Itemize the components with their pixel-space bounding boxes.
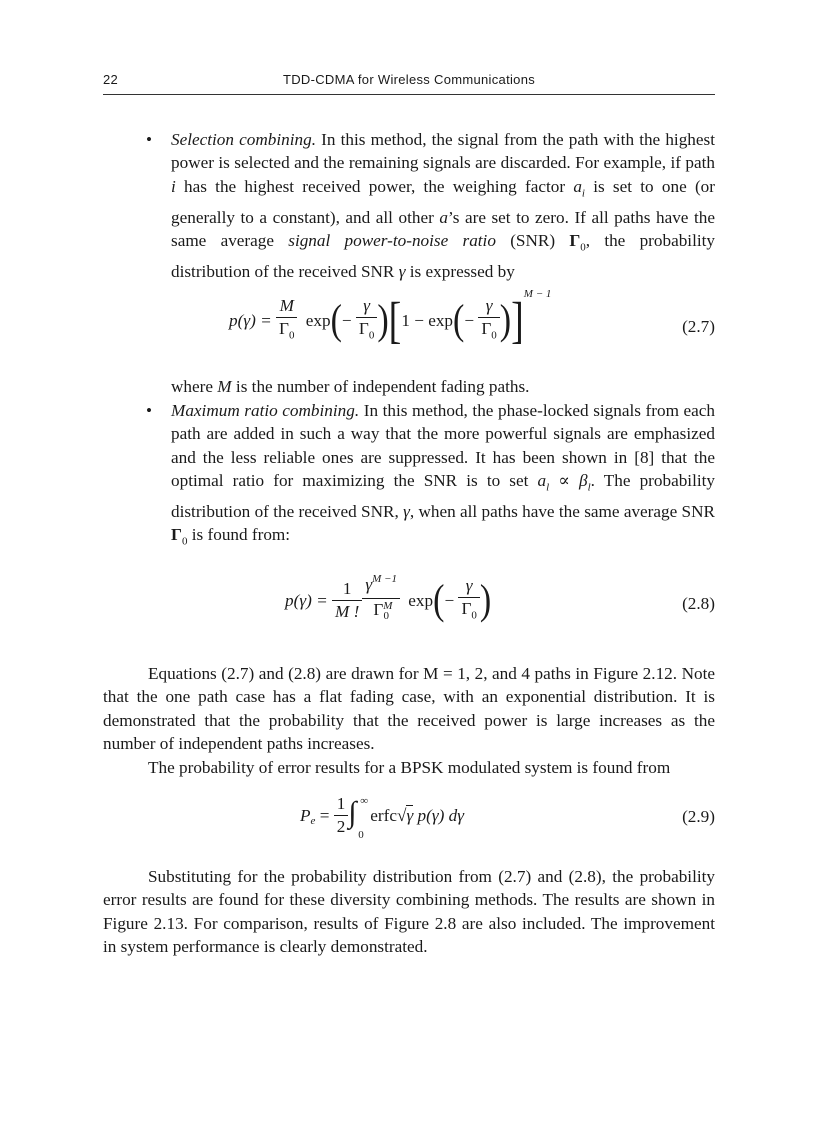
running-title: TDD-CDMA for Wireless Communications: [282, 72, 536, 87]
paragraph-substituting: Substituting for the probability distribution from (2.7) and (2.8), the probability error results are found for these diversity combining methods. The results are shown in Figure 2.13. For comparison, results of Figure 2.8 are also included. The improvement in system performance is clearly demonstrated.: [103, 867, 715, 957]
text: is expressed by: [405, 261, 515, 281]
bullet-text: [171, 399, 715, 554]
left-paren: (: [330, 297, 342, 344]
one-minus-exp: 1 − exp: [401, 311, 454, 331]
equation-body: [300, 793, 464, 841]
term-selection-combining: Selection combining.: [171, 130, 317, 149]
exp-label: exp: [305, 311, 331, 331]
equation-number: (2.7): [682, 317, 715, 337]
text: (SNR): [495, 231, 570, 251]
fraction-gamma-power: [362, 574, 400, 627]
var-beta: β: [579, 470, 588, 490]
gamma0-symbol: Γ: [171, 525, 182, 545]
right-paren: ): [377, 297, 389, 344]
equation-body: [285, 574, 491, 627]
sub-0: 0: [383, 610, 389, 623]
sub-0: 0: [491, 329, 497, 342]
exp-label: exp: [408, 591, 434, 611]
sub-e: e: [310, 814, 316, 827]
text: In this method, the phase-locked signals from each path are added in such a way that the more powerful signals are emphasized and the less reliable ones are suppressed. It has been shown in [8] that the optimal ratio for maximizing the SNR is to set: [171, 400, 715, 490]
integral-sign: ∫: [348, 795, 357, 829]
var-a: a: [439, 207, 448, 227]
gamma-symbol: γ: [363, 296, 371, 316]
var-a-sub: l: [546, 481, 550, 494]
sub-0: 0: [368, 329, 375, 342]
var-M: M: [217, 377, 232, 397]
equation-number: (2.8): [682, 594, 715, 614]
left-paren: (: [433, 577, 445, 624]
text: is set to one (or generally to a constant), and all other: [171, 176, 715, 227]
text: . The probability distribution of the received SNR,: [171, 470, 715, 521]
text: is found from:: [187, 525, 291, 545]
gamma-symbol: γ: [485, 296, 493, 316]
integral: [348, 794, 370, 841]
term-snr: signal power-to-noise ratio: [288, 231, 496, 251]
var-beta-sub: l: [587, 481, 591, 494]
equation-body: [229, 287, 552, 350]
fraction-one-half: [334, 793, 349, 838]
right-bracket: ]: [511, 292, 524, 350]
integral-upper: ∞: [360, 794, 369, 807]
erfc-label: erfc: [370, 805, 397, 825]
gamma0-sub: 0: [580, 241, 586, 254]
text: In this method, the signal from the path with the highest power is selected and the remaining signals are discarded. For example, if path: [171, 130, 715, 173]
equation-2-8: [103, 554, 715, 648]
gamma-cap: Γ: [279, 319, 289, 339]
bullet-text: [171, 128, 715, 283]
page-body: [103, 128, 715, 959]
paragraph-probability-error: The probability of error results for a BPSK modulated system is found from: [148, 757, 671, 777]
gamma-symbol: γ: [403, 501, 410, 521]
eq-lhs: p(γ) =: [229, 311, 272, 331]
gamma-symbol: γ: [465, 576, 473, 596]
text: ’s are set to zero. If all paths have the same average: [171, 207, 715, 251]
bullet-marker: •: [146, 400, 153, 420]
var-a: a: [573, 176, 582, 196]
m-factorial: M !: [335, 602, 360, 622]
sqrt-sign: √: [397, 805, 407, 825]
minus-sign: −: [341, 311, 352, 331]
paragraph-equations-drawn: Equations (2.7) and (2.8) are drawn for M = 1, 2, and 4 paths in Figure 2.12. Note that the one path case has a flat fading case, with an exponential distribution. It is demonstrated that the probability that the received power is large increases as the number of independent paths increases.: [103, 664, 715, 754]
numerator-one: 1: [332, 578, 362, 601]
text: is the number of independent fading paths.: [231, 377, 530, 397]
var-i: i: [171, 176, 176, 196]
left-bracket: [: [388, 292, 402, 350]
sup-M: M: [383, 600, 393, 613]
eq-lhs: p(γ) =: [285, 591, 328, 611]
minus-sign: −: [464, 311, 475, 331]
gamma-symbol: γ: [365, 575, 373, 595]
gamma0-sub: 0: [181, 535, 188, 548]
bullet-selection-combining: [103, 128, 715, 283]
var-a-sub: i: [581, 187, 585, 200]
text: , the probability distribution of the received SNR: [171, 231, 715, 281]
bullet-marker: •: [146, 130, 153, 149]
gamma-symbol: γ: [398, 261, 406, 281]
text: , when all paths have the same average SNR: [409, 501, 715, 521]
denominator-two: 2: [336, 817, 346, 837]
gamma-cap: Γ: [481, 319, 492, 339]
equals-sign: =: [315, 805, 330, 825]
minus-sign: −: [444, 591, 455, 611]
fraction-m-over-gamma0: [276, 295, 297, 346]
fraction-one-over-mfact: [332, 578, 362, 623]
term-maximum-ratio-combining: Maximum ratio combining.: [171, 400, 360, 420]
proportional-symbol: ∝: [549, 470, 580, 490]
integrand-rest: p(γ) dγ: [417, 805, 464, 825]
text: where: [171, 377, 218, 397]
exponent: M −1: [372, 573, 397, 586]
var-a: a: [537, 470, 547, 490]
fraction-gamma-over-gamma0: [478, 295, 499, 346]
gamma-cap: Γ: [358, 319, 369, 339]
gamma-cap: Γ: [461, 599, 472, 619]
running-header: [103, 70, 715, 95]
right-paren: ): [499, 297, 512, 344]
bullet-maximum-ratio-combining: [103, 399, 715, 554]
gamma-symbol: γ: [406, 805, 414, 825]
fraction-gamma-over-gamma0: [356, 295, 377, 346]
integral-lower: 0: [358, 828, 364, 841]
gamma0-symbol: Γ: [569, 231, 581, 251]
exponent: M − 1: [523, 287, 552, 300]
var-P: P: [300, 805, 311, 825]
fraction-gamma-over-gamma0: [458, 575, 479, 626]
page-number: 22: [103, 72, 119, 87]
gamma-cap: Γ: [373, 600, 384, 620]
equation-2-9: [103, 779, 715, 865]
left-paren: (: [453, 297, 465, 344]
equation-number: (2.9): [682, 807, 715, 827]
where-line: [103, 375, 715, 398]
text: has the highest received power, the weighing factor: [175, 176, 574, 196]
sub-0: 0: [288, 329, 295, 342]
right-paren: ): [479, 577, 492, 624]
equation-2-7: [103, 283, 715, 375]
sub-0: 0: [471, 609, 477, 622]
var-M: M: [279, 296, 294, 316]
numerator-one: 1: [334, 793, 349, 816]
